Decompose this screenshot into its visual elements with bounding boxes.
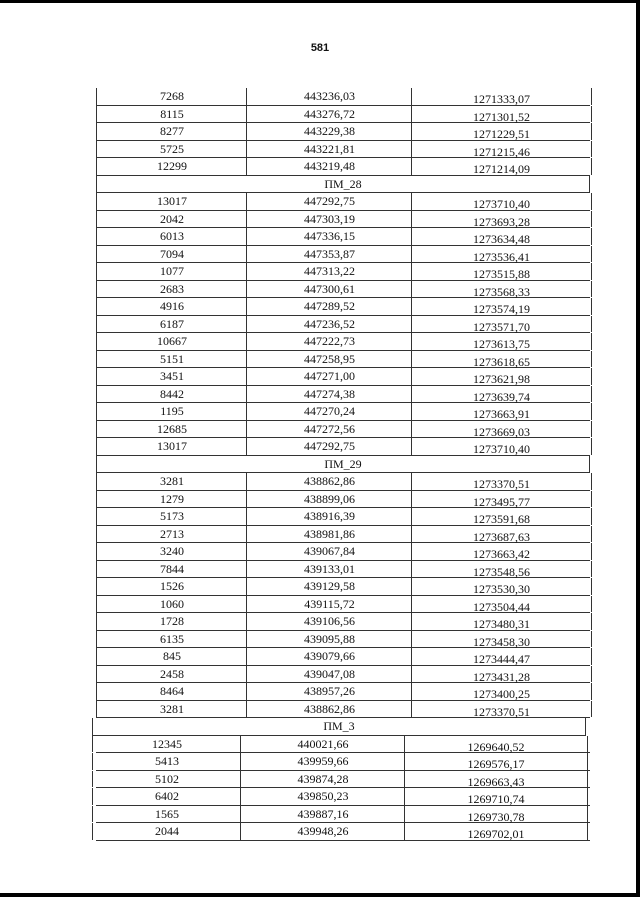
scan-edge-top <box>0 0 640 3</box>
table-row <box>96 631 590 649</box>
section-title: ПМ_3 <box>92 718 586 736</box>
x-coordinate-cell <box>246 193 412 210</box>
x-coordinate-cell <box>246 683 412 700</box>
point-id-cell-text: 13017 <box>157 439 187 453</box>
x-coordinate-cell-text: 439106,56 <box>304 614 355 628</box>
x-coordinate-cell <box>246 141 412 158</box>
y-coordinate-cell <box>411 613 592 630</box>
point-id-cell <box>92 788 241 805</box>
y-coordinate-cell <box>411 473 592 490</box>
y-coordinate-cell <box>411 386 592 403</box>
point-id-cell-text: 7268 <box>160 89 184 103</box>
y-coordinate-cell-text: 1273548,56 <box>473 564 530 579</box>
table-row <box>96 561 590 579</box>
x-coordinate-cell <box>240 736 405 753</box>
x-coordinate-cell-text: 439095,88 <box>304 631 355 646</box>
y-coordinate-cell-text: 1273634,48 <box>473 232 530 246</box>
y-coordinate-cell-text: 1273536,41 <box>473 249 530 264</box>
point-id-cell <box>96 351 247 368</box>
table-row <box>96 578 590 596</box>
y-coordinate-cell <box>411 631 592 648</box>
y-coordinate-cell <box>411 561 592 578</box>
table-row <box>96 403 590 421</box>
y-coordinate-cell-text: 1273458,30 <box>473 634 530 649</box>
x-coordinate-cell-text: 439887,16 <box>297 806 349 821</box>
point-id-cell <box>96 211 247 228</box>
y-coordinate-cell <box>404 823 588 840</box>
x-coordinate-cell-text: 447292,75 <box>304 439 355 453</box>
point-id-cell-text: 1060 <box>160 596 184 611</box>
x-coordinate-cell-text: 438957,26 <box>304 684 355 698</box>
x-coordinate-cell <box>246 596 412 613</box>
x-coordinate-cell <box>240 823 405 840</box>
table-row <box>96 141 590 159</box>
y-coordinate-cell <box>411 508 592 525</box>
point-id-cell-text: 3281 <box>160 474 184 488</box>
y-coordinate-cell-text: 1269710,74 <box>467 792 525 806</box>
x-coordinate-cell <box>246 333 412 350</box>
x-coordinate-cell-text: 439874,28 <box>297 771 349 786</box>
y-coordinate-cell <box>411 351 592 368</box>
point-id-cell <box>96 316 247 333</box>
y-coordinate-cell-text: 1273568,33 <box>473 284 530 299</box>
y-coordinate-cell-text: 1269702,01 <box>467 827 525 841</box>
y-coordinate-cell-text: 1273370,51 <box>473 704 530 719</box>
x-coordinate-cell-text: 447272,56 <box>304 421 355 436</box>
y-coordinate-cell-text: 1273710,40 <box>473 442 530 456</box>
x-coordinate-cell-text: 443236,03 <box>304 89 355 103</box>
x-coordinate-cell-text: 447270,24 <box>304 404 355 418</box>
table-row <box>96 281 590 299</box>
point-id-cell <box>96 648 247 665</box>
point-id-cell <box>96 193 247 210</box>
y-coordinate-cell-text: 1273530,30 <box>473 582 530 596</box>
x-coordinate-cell-text: 447258,95 <box>304 351 355 366</box>
y-coordinate-cell-text: 1273687,63 <box>473 529 530 544</box>
x-coordinate-cell <box>246 403 412 420</box>
section-title: ПМ_29 <box>96 456 590 474</box>
point-id-cell-text: 1526 <box>160 579 184 593</box>
table-row <box>96 613 590 631</box>
table-row <box>96 106 590 124</box>
x-coordinate-cell-text: 439079,66 <box>304 649 355 663</box>
point-id-cell-text: 3240 <box>160 544 184 558</box>
y-coordinate-cell <box>411 158 592 175</box>
y-coordinate-cell-text: 1273444,47 <box>473 652 530 666</box>
point-id-cell <box>96 596 247 613</box>
point-id-cell <box>96 561 247 578</box>
point-id-cell <box>96 701 247 718</box>
y-coordinate-cell-text: 1273431,28 <box>473 669 530 684</box>
x-coordinate-cell <box>246 526 412 543</box>
y-coordinate-cell-text: 1273480,31 <box>473 617 530 631</box>
x-coordinate-cell-text: 438862,86 <box>304 474 355 488</box>
point-id-cell-text: 12345 <box>152 736 182 751</box>
table-row <box>96 491 590 509</box>
x-coordinate-cell-text: 438862,86 <box>304 701 355 716</box>
x-coordinate-cell-text: 439948,26 <box>297 824 349 838</box>
point-id-cell-text: 1728 <box>160 614 184 628</box>
x-coordinate-cell <box>246 298 412 315</box>
point-id-cell-text: 8464 <box>160 684 184 698</box>
point-id-cell <box>96 246 247 263</box>
x-coordinate-cell-text: 447336,15 <box>304 229 355 243</box>
x-coordinate-cell <box>246 491 412 508</box>
x-coordinate-cell-text: 447222,73 <box>304 334 355 348</box>
x-coordinate-cell-text: 438899,06 <box>304 491 355 506</box>
y-coordinate-cell <box>411 403 592 420</box>
table-row <box>96 736 590 754</box>
x-coordinate-cell-text: 447289,52 <box>304 299 355 313</box>
point-id-cell-text: 2042 <box>160 211 184 226</box>
x-coordinate-cell-text: 439129,58 <box>304 579 355 593</box>
y-coordinate-cell-text: 1273639,74 <box>473 389 530 404</box>
y-coordinate-cell-text: 1269663,43 <box>467 774 525 789</box>
point-id-cell <box>96 368 247 385</box>
point-id-cell <box>96 228 247 245</box>
y-coordinate-cell-text: 1273495,77 <box>473 494 530 509</box>
point-id-cell <box>92 736 241 753</box>
x-coordinate-cell <box>246 246 412 263</box>
point-id-cell-text: 2683 <box>160 281 184 296</box>
point-id-cell-text: 2458 <box>160 666 184 681</box>
point-id-cell <box>96 421 247 438</box>
y-coordinate-cell-text: 1273621,98 <box>473 372 530 386</box>
x-coordinate-cell <box>246 648 412 665</box>
table-row <box>96 771 590 789</box>
point-id-cell-text: 7844 <box>160 561 184 576</box>
x-coordinate-cell-text: 447236,52 <box>304 316 355 331</box>
x-coordinate-cell <box>246 316 412 333</box>
x-coordinate-cell-text: 440021,66 <box>297 736 349 751</box>
x-coordinate-cell <box>246 106 412 123</box>
x-coordinate-cell-text: 439067,84 <box>304 544 355 558</box>
table-row <box>96 158 590 176</box>
x-coordinate-cell <box>240 806 405 823</box>
point-id-cell <box>96 106 247 123</box>
table-row <box>96 246 590 264</box>
point-id-cell <box>96 543 247 560</box>
x-coordinate-cell-text: 439047,08 <box>304 666 355 681</box>
table-row <box>96 473 590 491</box>
x-coordinate-cell-text: 443276,72 <box>304 106 355 121</box>
x-coordinate-cell-text: 447303,19 <box>304 211 355 226</box>
y-coordinate-cell <box>411 281 592 298</box>
y-coordinate-cell <box>411 666 592 683</box>
point-id-cell <box>96 508 247 525</box>
point-id-cell <box>96 666 247 683</box>
x-coordinate-cell <box>246 508 412 525</box>
x-coordinate-cell-text: 447353,87 <box>304 246 355 261</box>
y-coordinate-cell-text: 1271333,07 <box>473 92 530 106</box>
x-coordinate-cell <box>246 263 412 280</box>
y-coordinate-cell-text: 1271301,52 <box>473 109 530 124</box>
x-coordinate-cell <box>246 631 412 648</box>
point-id-cell <box>96 333 247 350</box>
y-coordinate-cell <box>411 246 592 263</box>
y-coordinate-cell <box>411 316 592 333</box>
point-id-cell-text: 1279 <box>160 491 184 506</box>
table-row <box>96 421 590 439</box>
point-id-cell <box>96 473 247 490</box>
point-id-cell <box>96 491 247 508</box>
x-coordinate-cell <box>246 386 412 403</box>
table-row <box>96 508 590 526</box>
point-id-cell-text: 5102 <box>155 771 179 786</box>
table-row <box>96 526 590 544</box>
table-row <box>96 333 590 351</box>
table-row <box>96 316 590 334</box>
table-row <box>96 211 590 229</box>
y-coordinate-cell-text: 1273591,68 <box>473 512 530 526</box>
table-row <box>96 123 590 141</box>
y-coordinate-cell <box>411 193 592 210</box>
x-coordinate-cell <box>246 543 412 560</box>
x-coordinate-cell-text: 447313,22 <box>304 264 355 278</box>
point-id-cell-text: 12299 <box>157 159 187 173</box>
page-number: 581 <box>310 42 330 54</box>
point-id-cell <box>96 386 247 403</box>
x-coordinate-cell <box>246 228 412 245</box>
point-id-cell <box>92 771 241 788</box>
x-coordinate-cell-text: 443221,81 <box>304 141 355 156</box>
point-id-cell <box>96 298 247 315</box>
x-coordinate-cell-text: 443219,48 <box>304 159 355 173</box>
y-coordinate-cell <box>411 141 592 158</box>
table-row <box>96 386 590 404</box>
table-row <box>96 228 590 246</box>
point-id-cell-text: 5725 <box>160 141 184 156</box>
table-row <box>96 368 590 386</box>
point-id-cell <box>96 578 247 595</box>
x-coordinate-cell <box>240 788 405 805</box>
y-coordinate-cell-text: 1271229,51 <box>473 127 530 141</box>
x-coordinate-cell-text: 438916,39 <box>304 509 355 523</box>
y-coordinate-cell <box>411 368 592 385</box>
x-coordinate-cell <box>246 351 412 368</box>
y-coordinate-cell <box>411 228 592 245</box>
y-coordinate-cell <box>411 88 592 105</box>
point-id-cell-text: 7094 <box>160 246 184 261</box>
y-coordinate-cell-text: 1273618,65 <box>473 354 530 369</box>
y-coordinate-cell <box>411 683 592 700</box>
x-coordinate-cell <box>246 158 412 175</box>
point-id-cell-text: 1195 <box>160 404 184 418</box>
table-row <box>96 193 590 211</box>
coordinates-table <box>96 88 590 841</box>
y-coordinate-cell <box>411 298 592 315</box>
point-id-cell <box>96 141 247 158</box>
x-coordinate-cell-text: 443229,38 <box>304 124 355 138</box>
table-row <box>96 298 590 316</box>
point-id-cell-text: 5151 <box>160 351 184 366</box>
table-row <box>96 823 590 841</box>
y-coordinate-cell <box>411 596 592 613</box>
point-id-cell <box>92 823 241 840</box>
point-id-cell <box>96 263 247 280</box>
x-coordinate-cell <box>246 438 412 455</box>
point-id-cell <box>92 806 241 823</box>
x-coordinate-cell <box>240 771 405 788</box>
x-coordinate-cell-text: 439133,01 <box>304 561 355 576</box>
y-coordinate-cell-text: 1273613,75 <box>473 337 530 351</box>
x-coordinate-cell-text: 439959,66 <box>297 754 349 768</box>
y-coordinate-cell-text: 1271214,09 <box>473 162 530 176</box>
x-coordinate-cell <box>246 368 412 385</box>
table-row <box>96 806 590 824</box>
scan-edge-right <box>636 0 640 897</box>
x-coordinate-cell <box>240 753 405 770</box>
x-coordinate-cell <box>246 666 412 683</box>
y-coordinate-cell <box>411 701 592 718</box>
point-id-cell <box>96 281 247 298</box>
point-id-cell-text: 6402 <box>155 789 179 803</box>
y-coordinate-cell <box>411 526 592 543</box>
section-title: ПМ_28 <box>96 176 590 194</box>
point-id-cell-text: 3281 <box>160 701 184 716</box>
y-coordinate-cell-text: 1273663,91 <box>473 407 530 421</box>
x-coordinate-cell-text: 439115,72 <box>304 596 355 611</box>
y-coordinate-cell-text: 1269576,17 <box>467 757 525 771</box>
point-id-cell <box>96 631 247 648</box>
table-row <box>96 351 590 369</box>
x-coordinate-cell-text: 447300,61 <box>304 281 355 296</box>
y-coordinate-cell <box>411 578 592 595</box>
section-group <box>96 176 590 456</box>
point-id-cell-text: 13017 <box>157 194 187 208</box>
y-coordinate-cell-text: 1273710,40 <box>473 197 530 211</box>
x-coordinate-cell <box>246 578 412 595</box>
y-coordinate-cell <box>411 123 592 140</box>
point-id-cell-text: 1565 <box>155 806 179 821</box>
table-row <box>96 543 590 561</box>
x-coordinate-cell <box>246 211 412 228</box>
y-coordinate-cell-text: 1273669,03 <box>473 424 530 439</box>
x-coordinate-cell-text: 438981,86 <box>304 526 355 541</box>
point-id-cell <box>96 438 247 455</box>
point-id-cell-text: 1077 <box>160 264 184 278</box>
point-id-cell <box>96 123 247 140</box>
y-coordinate-cell <box>411 421 592 438</box>
point-id-cell-text: 10667 <box>157 334 187 348</box>
y-coordinate-cell-text: 1271215,46 <box>473 144 530 159</box>
y-coordinate-cell-text: 1273370,51 <box>473 477 530 491</box>
table-row <box>96 683 590 701</box>
point-id-cell-text: 8115 <box>160 106 184 121</box>
y-coordinate-cell <box>411 491 592 508</box>
y-coordinate-cell <box>404 806 588 823</box>
y-coordinate-cell <box>411 438 592 455</box>
x-coordinate-cell <box>246 473 412 490</box>
table-row <box>96 753 590 771</box>
y-coordinate-cell <box>404 753 588 770</box>
point-id-cell-text: 3451 <box>160 369 184 383</box>
point-id-cell-text: 8277 <box>160 124 184 138</box>
y-coordinate-cell <box>404 736 588 753</box>
y-coordinate-cell-text: 1273663,42 <box>473 547 530 561</box>
table-row <box>96 788 590 806</box>
y-coordinate-cell-text: 1273400,25 <box>473 687 530 701</box>
point-id-cell-text: 845 <box>163 649 181 663</box>
y-coordinate-cell <box>411 648 592 665</box>
x-coordinate-cell <box>246 613 412 630</box>
y-coordinate-cell-text: 1269640,52 <box>467 739 525 754</box>
point-id-cell-text: 6013 <box>160 229 184 243</box>
point-id-cell <box>96 88 247 105</box>
y-coordinate-cell-text: 1273574,19 <box>473 302 530 316</box>
y-coordinate-cell-text: 1273693,28 <box>473 214 530 229</box>
y-coordinate-cell <box>411 211 592 228</box>
x-coordinate-cell <box>246 561 412 578</box>
y-coordinate-cell <box>411 106 592 123</box>
y-coordinate-cell <box>404 771 588 788</box>
point-id-cell-text: 2044 <box>155 824 179 838</box>
x-coordinate-cell <box>246 281 412 298</box>
point-id-cell-text: 6187 <box>160 316 184 331</box>
y-coordinate-cell <box>411 333 592 350</box>
point-id-cell-text: 2713 <box>160 526 184 541</box>
x-coordinate-cell <box>246 123 412 140</box>
point-id-cell <box>96 613 247 630</box>
x-coordinate-cell-text: 447292,75 <box>304 194 355 208</box>
y-coordinate-cell-text: 1269730,78 <box>467 809 525 824</box>
point-id-cell <box>96 403 247 420</box>
x-coordinate-cell <box>246 701 412 718</box>
x-coordinate-cell-text: 447271,00 <box>304 369 355 383</box>
point-id-cell <box>96 683 247 700</box>
y-coordinate-cell-text: 1273504,44 <box>473 599 530 614</box>
y-coordinate-cell <box>411 263 592 280</box>
section-group <box>96 456 590 719</box>
point-id-cell-text: 5413 <box>155 754 179 768</box>
table-row <box>96 263 590 281</box>
point-id-cell-text: 8442 <box>160 386 184 401</box>
x-coordinate-cell-text: 439850,23 <box>297 789 349 803</box>
table-row <box>96 88 590 106</box>
table-row <box>96 648 590 666</box>
x-coordinate-cell <box>246 421 412 438</box>
section-group <box>96 718 590 841</box>
point-id-cell-text: 4916 <box>160 299 184 313</box>
y-coordinate-cell <box>404 788 588 805</box>
y-coordinate-cell-text: 1273515,88 <box>473 267 530 281</box>
table-row <box>96 438 590 456</box>
y-coordinate-cell <box>411 543 592 560</box>
point-id-cell <box>96 158 247 175</box>
y-coordinate-cell-text: 1273571,70 <box>473 319 530 334</box>
scan-edge-bottom <box>0 893 640 897</box>
x-coordinate-cell <box>246 88 412 105</box>
table-row <box>96 596 590 614</box>
point-id-cell-text: 5173 <box>160 509 184 523</box>
point-id-cell-text: 12685 <box>157 421 187 436</box>
table-row <box>96 701 590 719</box>
point-id-cell <box>92 753 241 770</box>
point-id-cell <box>96 526 247 543</box>
point-id-cell-text: 6135 <box>160 631 184 646</box>
x-coordinate-cell-text: 447274,38 <box>304 386 355 401</box>
table-row <box>96 666 590 684</box>
